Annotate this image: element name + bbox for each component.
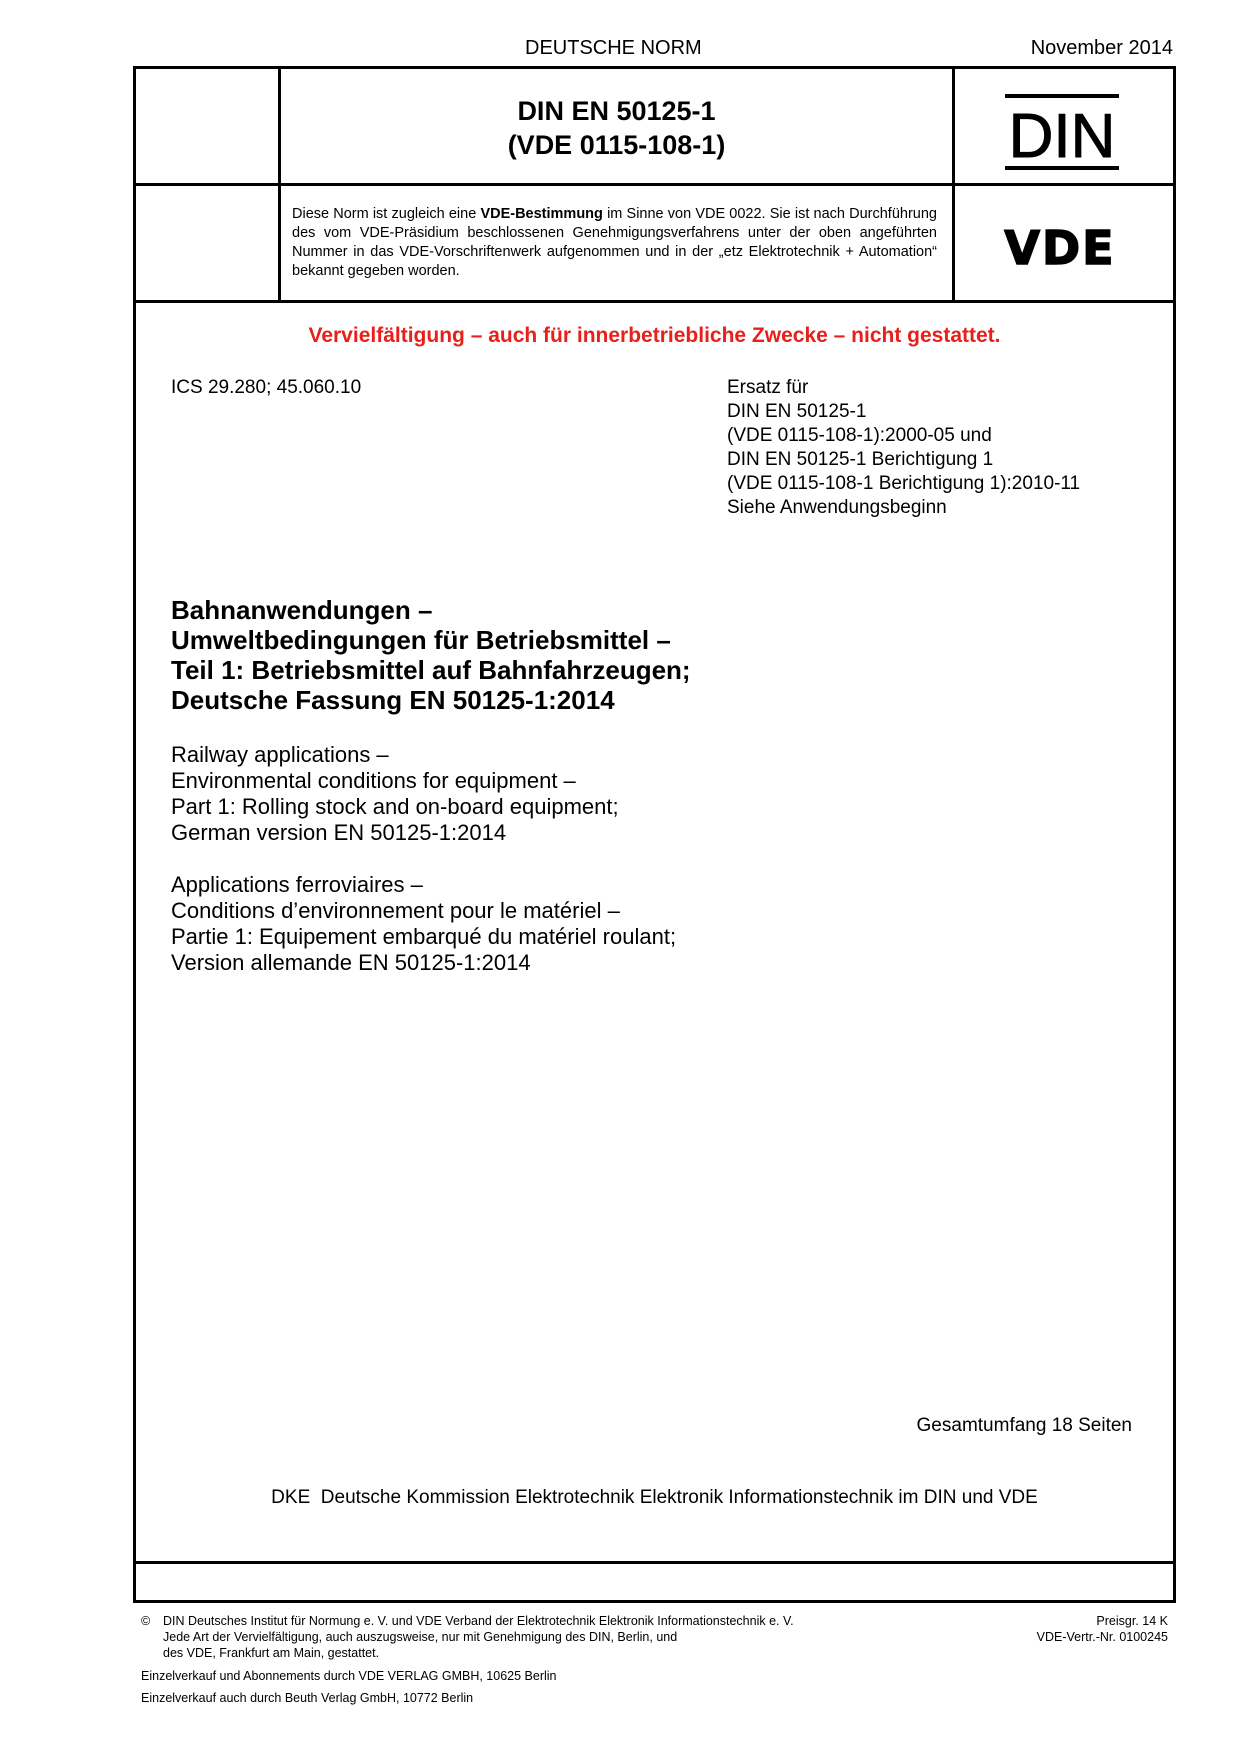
header-divider-bottom <box>133 300 1176 303</box>
title-english-line: German version EN 50125-1:2014 <box>171 820 507 845</box>
replacement-line: (VDE 0115-108-1):2000-05 und <box>727 425 992 446</box>
copyright-line: DIN Deutsches Institut für Normung e. V. und VDE Verband der Elektrotechnik Elektronik Informationstechnik e. V. <box>163 1614 794 1628</box>
norm-type-label: DEUTSCHE NORM <box>525 37 702 59</box>
footer-divider <box>133 1561 1176 1564</box>
price-group: Preisgr. 14 K <box>1096 1614 1168 1628</box>
title-english <box>171 742 619 846</box>
header-divider-middle <box>133 183 1176 186</box>
din-logo-text: DIN <box>1008 102 1116 170</box>
title-german <box>171 595 691 715</box>
replacement-line: Ersatz für <box>727 377 809 398</box>
sales-info-vde: Einzelverkauf und Abonnements durch VDE VERLAG GMBH, 10625 Berlin <box>141 1669 557 1683</box>
document-number-din: DIN EN 50125-1 <box>517 96 716 126</box>
title-french <box>171 872 676 976</box>
replacement-line: (VDE 0115-108-1 Berichtigung 1):2010-11 <box>727 473 1081 494</box>
copyright-line: Jede Art der Vervielfältigung, auch auszugsweise, nur mit Genehmigung des DIN, Berlin, und <box>163 1630 678 1644</box>
title-english-line: Railway applications – <box>171 742 389 767</box>
ics-code: ICS 29.280; 45.060.10 <box>171 377 362 398</box>
replacement-line: DIN EN 50125-1 Berichtigung 1 <box>727 449 994 470</box>
price-info <box>1037 1613 1168 1645</box>
copy-notice: Vervielfältigung – auch für innerbetriebliche Zwecke – nicht gestattet. <box>308 324 1001 347</box>
title-english-line: Part 1: Rolling stock and on-board equipment; <box>171 794 619 819</box>
title-french-line: Applications ferroviaires – <box>171 872 423 897</box>
committee-name: DKE Deutsche Kommission Elektrotechnik Elektronik Informationstechnik im DIN und VDE <box>271 1487 1038 1508</box>
document-number <box>281 94 952 162</box>
copyright-notice <box>163 1613 794 1661</box>
title-french-line: Partie 1: Equipement embarqué du matériel roulant; <box>171 924 677 949</box>
vde-statement-bold: VDE-Bestimmung <box>480 206 603 222</box>
title-german-line: Teil 1: Betriebsmittel auf Bahnfahrzeugen; <box>171 655 691 685</box>
copyright-line: des VDE, Frankfurt am Main, gestattet. <box>163 1646 380 1660</box>
title-german-line: Deutsche Fassung EN 50125-1:2014 <box>171 685 615 715</box>
vde-sales-number: VDE-Vertr.-Nr. 0100245 <box>1036 1630 1168 1644</box>
vde-logo-graphic <box>984 226 1136 270</box>
din-logo-graphic <box>1005 94 1119 170</box>
replacement-line: DIN EN 50125-1 <box>727 401 867 422</box>
total-pages: Gesamtumfang 18 Seiten <box>916 1415 1132 1436</box>
copyright-symbol: © <box>141 1614 151 1628</box>
sales-info-beuth: Einzelverkauf auch durch Beuth Verlag GmbH, 10772 Berlin <box>141 1691 474 1705</box>
vde-statement-part2: im Sinne von VDE 0022. Sie ist nach Durchführung des vom VDE-Präsidium beschlossenen Genehmigungsverfahrens unter der oben angeführten Nummer in das VDE-Vorschriftenwerk aufgenommen und in der „etz Elektrotechnik + Automation“ bekannt gegeben worden. <box>292 206 937 279</box>
din-logo <box>1005 94 1119 170</box>
publication-date: November 2014 <box>1030 37 1173 59</box>
vde-statement <box>292 205 937 281</box>
title-french-line: Version allemande EN 50125-1:2014 <box>171 950 531 975</box>
title-english-line: Environmental conditions for equipment – <box>171 768 576 793</box>
replacement-line: Siehe Anwendungsbeginn <box>727 497 947 518</box>
title-german-line: Umweltbedingungen für Betriebsmittel – <box>171 625 671 655</box>
document-number-vde: (VDE 0115-108-1) <box>507 130 726 160</box>
title-german-line: Bahnanwendungen – <box>171 595 433 625</box>
vde-statement-part1: Diese Norm ist zugleich eine <box>292 206 481 222</box>
replacement-info <box>727 376 1080 520</box>
vde-logo-text: VDE <box>1004 226 1116 270</box>
vde-logo <box>984 226 1136 270</box>
title-french-line: Conditions d’environnement pour le matériel – <box>171 898 620 923</box>
